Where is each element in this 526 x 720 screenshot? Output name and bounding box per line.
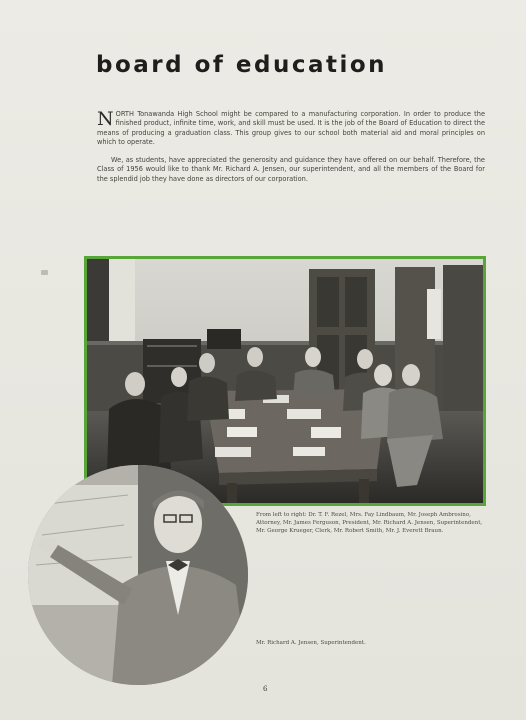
group-photo-caption: From left to right: Dr. T. F. Rezel, Mrs. Fay Lindbaum, Mr. Joseph Ambrosino, Attorney, Mr. James Ferguson, President, Mr. Richard A. Jensen, Superintendent, Mr. George Krueger, Clerk, Mr. Robert Smith, Mr. J. Everett Braun. (256, 512, 483, 534)
portrait-caption: Mr. Richard A. Jensen, Superintendent. (256, 640, 366, 646)
superintendent-portrait-photo[interactable] (28, 465, 248, 685)
intro-paragraph-1-text: ORTH Tonawanda High School might be compared to a manufacturing corporation. In order to produce the finished product, infinite time, work, and skill must be used. It is the job of the Board of Education to direct the means of producing a graduation class. This group gives to our school both material aid and moral principles on which to operate. (97, 110, 485, 147)
paper-speck (41, 270, 48, 275)
page-heading: board of education (96, 52, 388, 78)
portrait-image (28, 465, 248, 685)
page-number: 6 (263, 685, 268, 693)
intro-paragraph-1 (97, 110, 485, 148)
intro-paragraph-2: We, as students, have appreciated the generosity and guidance they have offered on our behalf. Therefore, the Class of 1956 would like to thank Mr. Richard A. Jensen, our superintendent, and all the members of the Board for the splendid job they have done as directors of our corporation. (97, 156, 485, 183)
drop-cap: N (97, 108, 114, 130)
